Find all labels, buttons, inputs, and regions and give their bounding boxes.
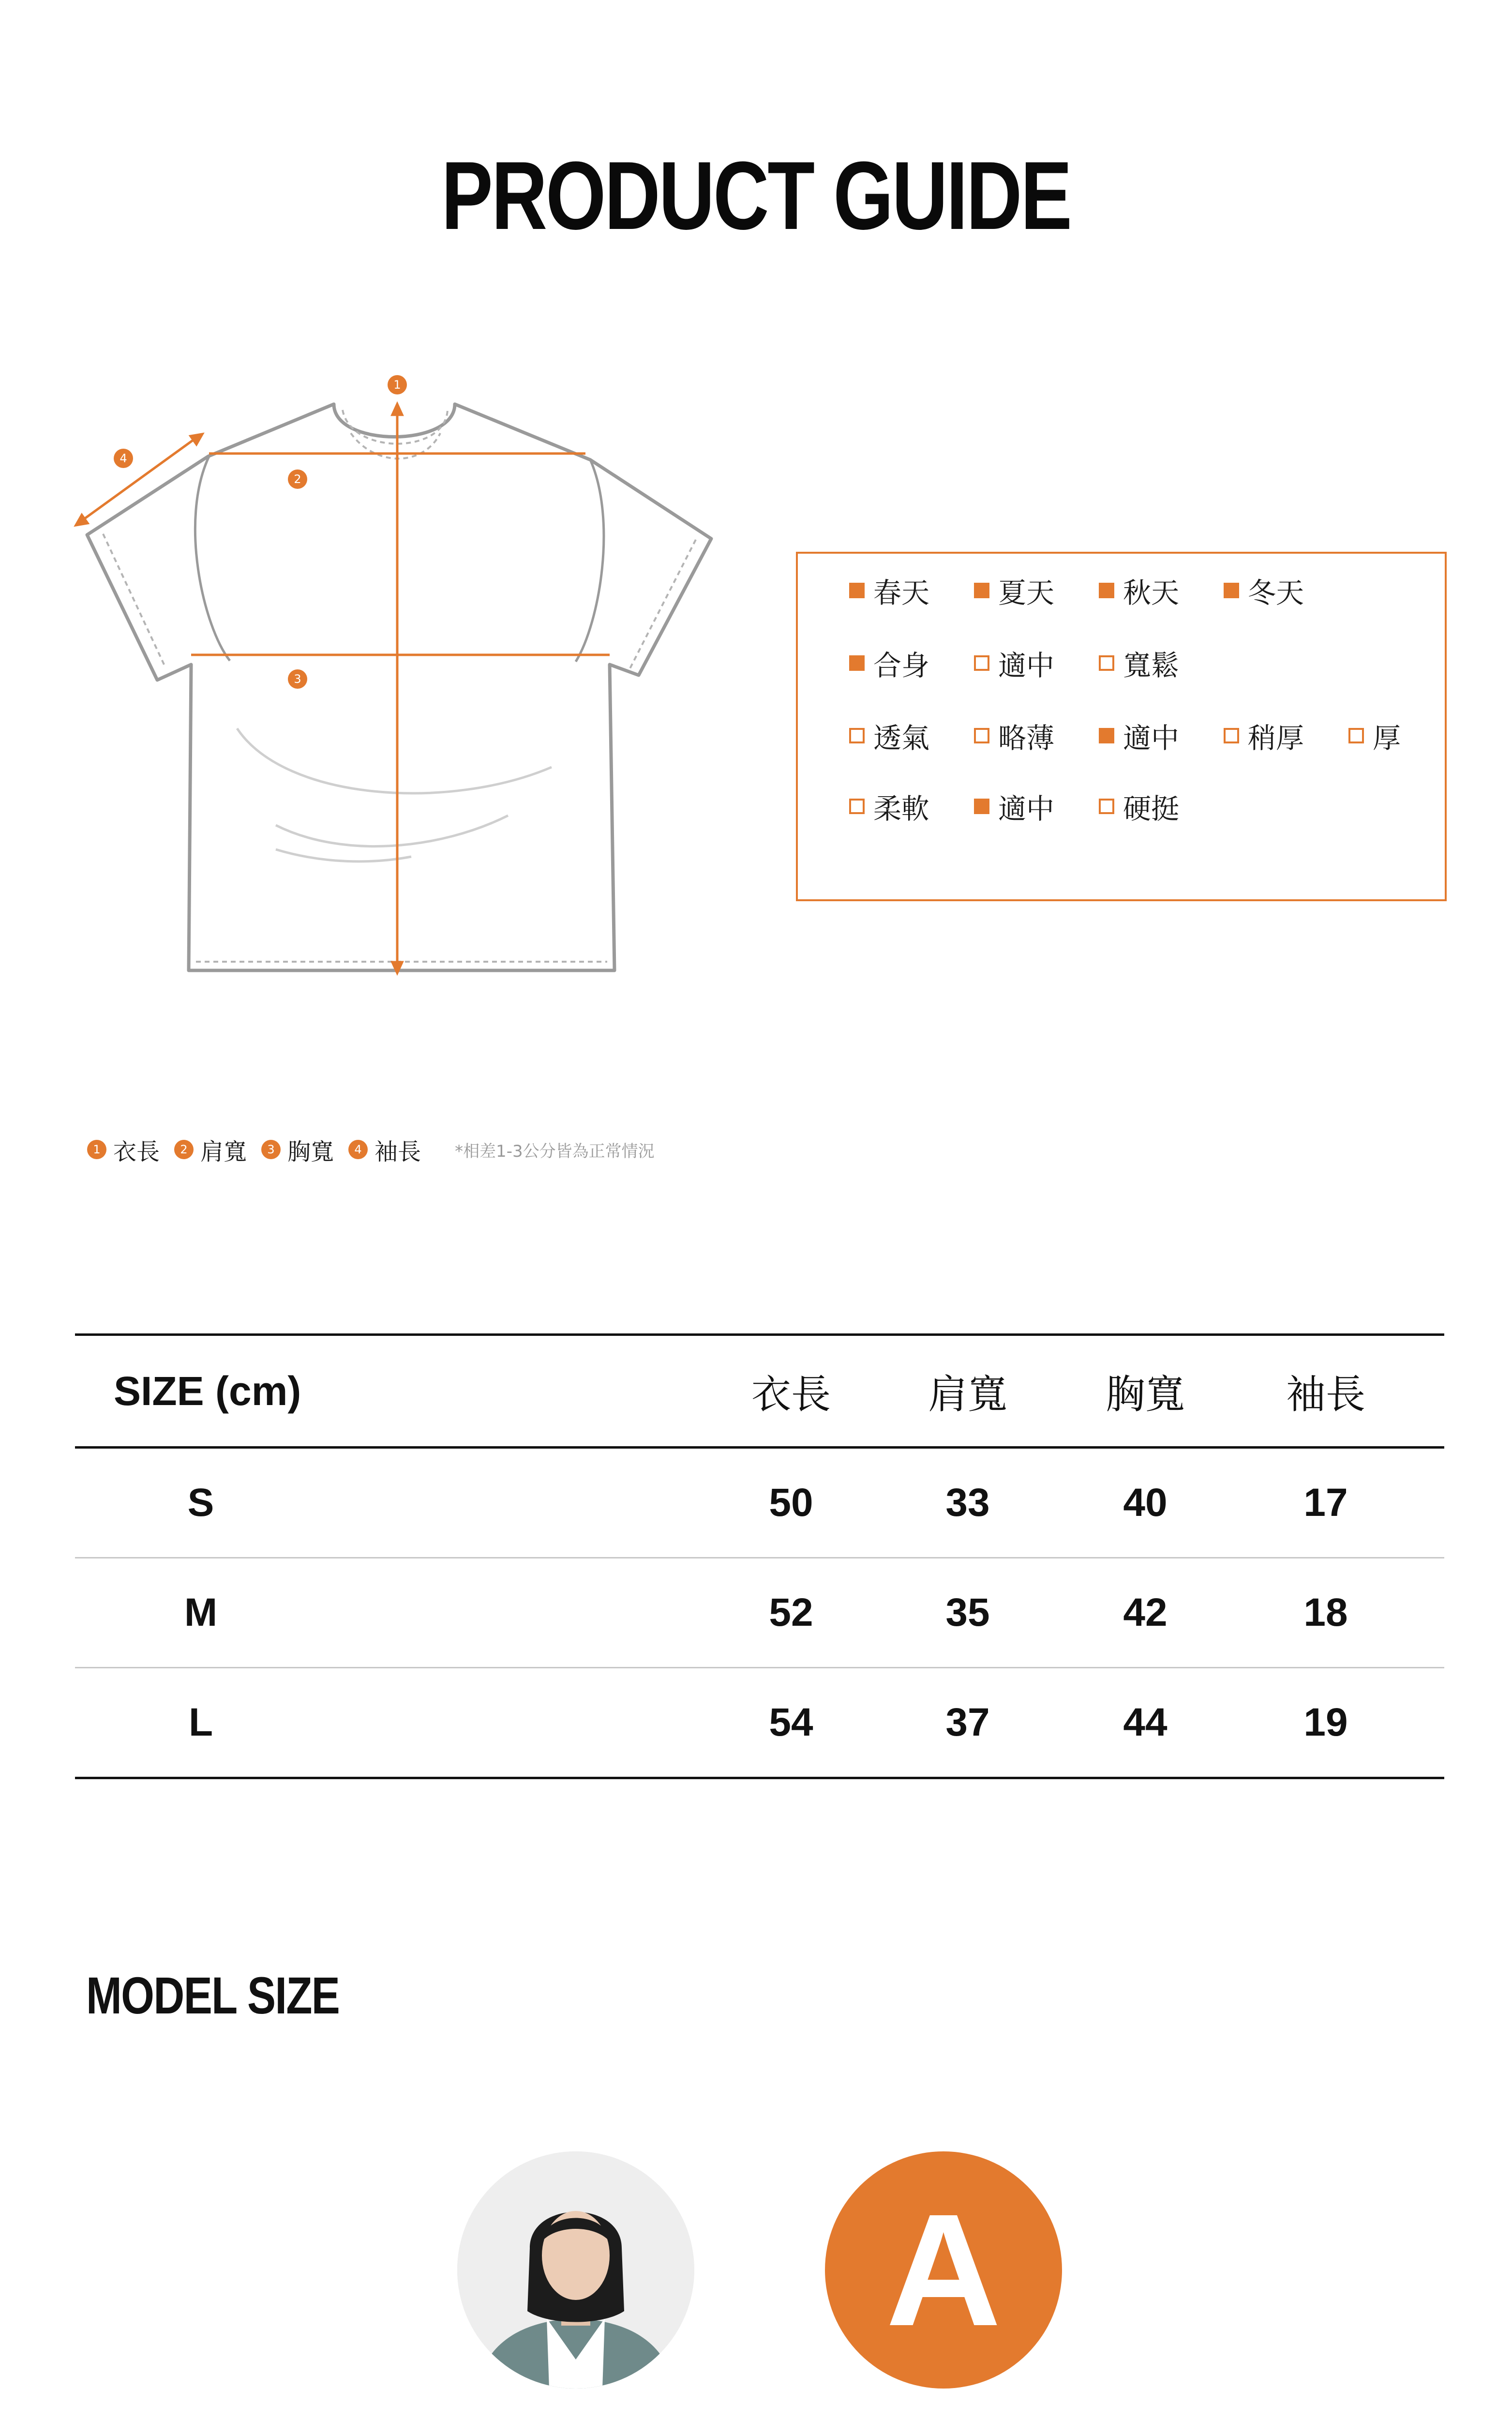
feature-item xyxy=(849,570,974,611)
feature-label: 合身 xyxy=(873,649,930,682)
tshirt-outline xyxy=(87,404,711,970)
checked-box-icon xyxy=(974,583,989,598)
measurement-cell: 42 xyxy=(1123,1590,1168,1634)
unchecked-box-icon xyxy=(1099,799,1114,814)
tshirt-measurement-diagram xyxy=(73,375,740,995)
checked-box-icon xyxy=(1099,583,1114,598)
model-avatar-photo xyxy=(457,2151,694,2389)
measurement-cell: 50 xyxy=(769,1481,813,1525)
feature-item xyxy=(1099,786,1224,827)
unchecked-box-icon xyxy=(849,799,865,814)
unchecked-box-icon xyxy=(1224,728,1239,743)
feature-label: 適中 xyxy=(1123,722,1180,755)
table-header-row xyxy=(75,1333,1444,1449)
legend-label: 胸寬 xyxy=(287,1138,334,1165)
feature-label: 柔軟 xyxy=(873,792,930,825)
measurement-cell: 37 xyxy=(945,1700,990,1744)
avatar-letter: A xyxy=(885,2180,1002,2359)
feature-label: 透氣 xyxy=(873,722,930,755)
measurement-cell: 17 xyxy=(1303,1481,1348,1525)
header-shoulder: 肩寬 xyxy=(928,1371,1007,1418)
feature-row-thickness xyxy=(849,716,1473,755)
marker-1-label: 1 xyxy=(393,378,401,392)
legend-label: 肩寬 xyxy=(200,1138,247,1165)
legend-note: *相差1-3公分皆為正常情況 xyxy=(455,1141,655,1161)
feature-item xyxy=(849,786,974,827)
checked-box-icon xyxy=(1099,728,1114,743)
checked-box-icon xyxy=(849,583,865,598)
marker-4-label: 4 xyxy=(120,452,127,465)
feature-label: 夏天 xyxy=(998,576,1055,609)
feature-item xyxy=(974,570,1099,611)
measurement-cell: 33 xyxy=(945,1481,990,1525)
feature-row-fit xyxy=(849,644,1224,682)
feature-item xyxy=(1348,715,1473,756)
unchecked-box-icon xyxy=(974,728,989,743)
measurement-cell: 19 xyxy=(1303,1700,1348,1744)
size-table xyxy=(75,1333,1444,1779)
measure-markers xyxy=(114,375,407,689)
feature-label: 春天 xyxy=(873,576,930,609)
table-row xyxy=(75,1558,1444,1668)
measurement-cell: 44 xyxy=(1123,1700,1168,1744)
feature-item xyxy=(849,715,974,756)
feature-item xyxy=(1099,643,1224,683)
feature-label: 適中 xyxy=(998,792,1055,825)
feature-label: 秋天 xyxy=(1123,576,1180,609)
legend-item xyxy=(87,1133,160,1166)
legend-label: 袖長 xyxy=(374,1138,421,1165)
legend-item xyxy=(261,1133,334,1166)
feature-row-texture xyxy=(849,787,1224,826)
measurement-cell: 52 xyxy=(769,1590,813,1634)
legend-number-badge: 1 xyxy=(87,1140,106,1159)
marker-3-label: 3 xyxy=(294,672,301,686)
measurement-cell: 35 xyxy=(945,1590,990,1634)
feature-label: 適中 xyxy=(998,649,1055,682)
table-row xyxy=(75,1449,1444,1558)
feature-label: 略薄 xyxy=(998,722,1055,755)
legend-number-badge: 2 xyxy=(174,1140,194,1159)
feature-item xyxy=(974,715,1099,756)
size-cell: M xyxy=(184,1590,218,1634)
model-size-heading: MODEL SIZE xyxy=(86,1966,340,2025)
header-size: SIZE (cm) xyxy=(114,1368,301,1414)
checked-box-icon xyxy=(1224,583,1239,598)
legend-number-badge: 3 xyxy=(261,1140,281,1159)
header-length: 衣長 xyxy=(751,1371,831,1418)
measurement-legend xyxy=(87,1135,655,1164)
feature-panel xyxy=(796,552,1447,901)
feature-item xyxy=(1224,570,1348,611)
legend-number-badge: 4 xyxy=(348,1140,368,1159)
person-icon xyxy=(457,2151,694,2389)
model-avatar-letter xyxy=(825,2151,1062,2389)
size-cell: L xyxy=(188,1700,213,1744)
measurement-cell: 54 xyxy=(769,1700,813,1744)
checked-box-icon xyxy=(974,799,989,814)
legend-item xyxy=(174,1133,247,1166)
unchecked-box-icon xyxy=(974,655,989,671)
feature-label: 厚 xyxy=(1373,722,1401,755)
legend-item xyxy=(348,1133,421,1166)
feature-label: 硬挺 xyxy=(1123,792,1180,825)
feature-item xyxy=(1224,715,1348,756)
size-cell: S xyxy=(187,1481,214,1525)
feature-label: 冬天 xyxy=(1248,576,1304,609)
feature-row-season xyxy=(849,571,1348,610)
measurement-cell: 40 xyxy=(1123,1481,1168,1525)
measurement-cell: 18 xyxy=(1303,1590,1348,1634)
checked-box-icon xyxy=(849,655,865,671)
feature-label: 寬鬆 xyxy=(1123,649,1180,682)
feature-item xyxy=(974,643,1099,683)
unchecked-box-icon xyxy=(849,728,865,743)
feature-item xyxy=(1099,570,1224,611)
header-chest: 胸寬 xyxy=(1105,1371,1185,1418)
feature-label: 稍厚 xyxy=(1248,722,1304,755)
unchecked-box-icon xyxy=(1099,655,1114,671)
feature-item xyxy=(1099,715,1224,756)
table-row xyxy=(75,1668,1444,1779)
header-sleeve: 袖長 xyxy=(1286,1371,1365,1418)
feature-item xyxy=(974,786,1099,827)
page-title: PRODUCT GUIDE xyxy=(441,142,1071,250)
marker-2-label: 2 xyxy=(294,472,301,486)
legend-label: 衣長 xyxy=(113,1138,160,1165)
unchecked-box-icon xyxy=(1348,728,1364,743)
feature-item xyxy=(849,643,974,683)
